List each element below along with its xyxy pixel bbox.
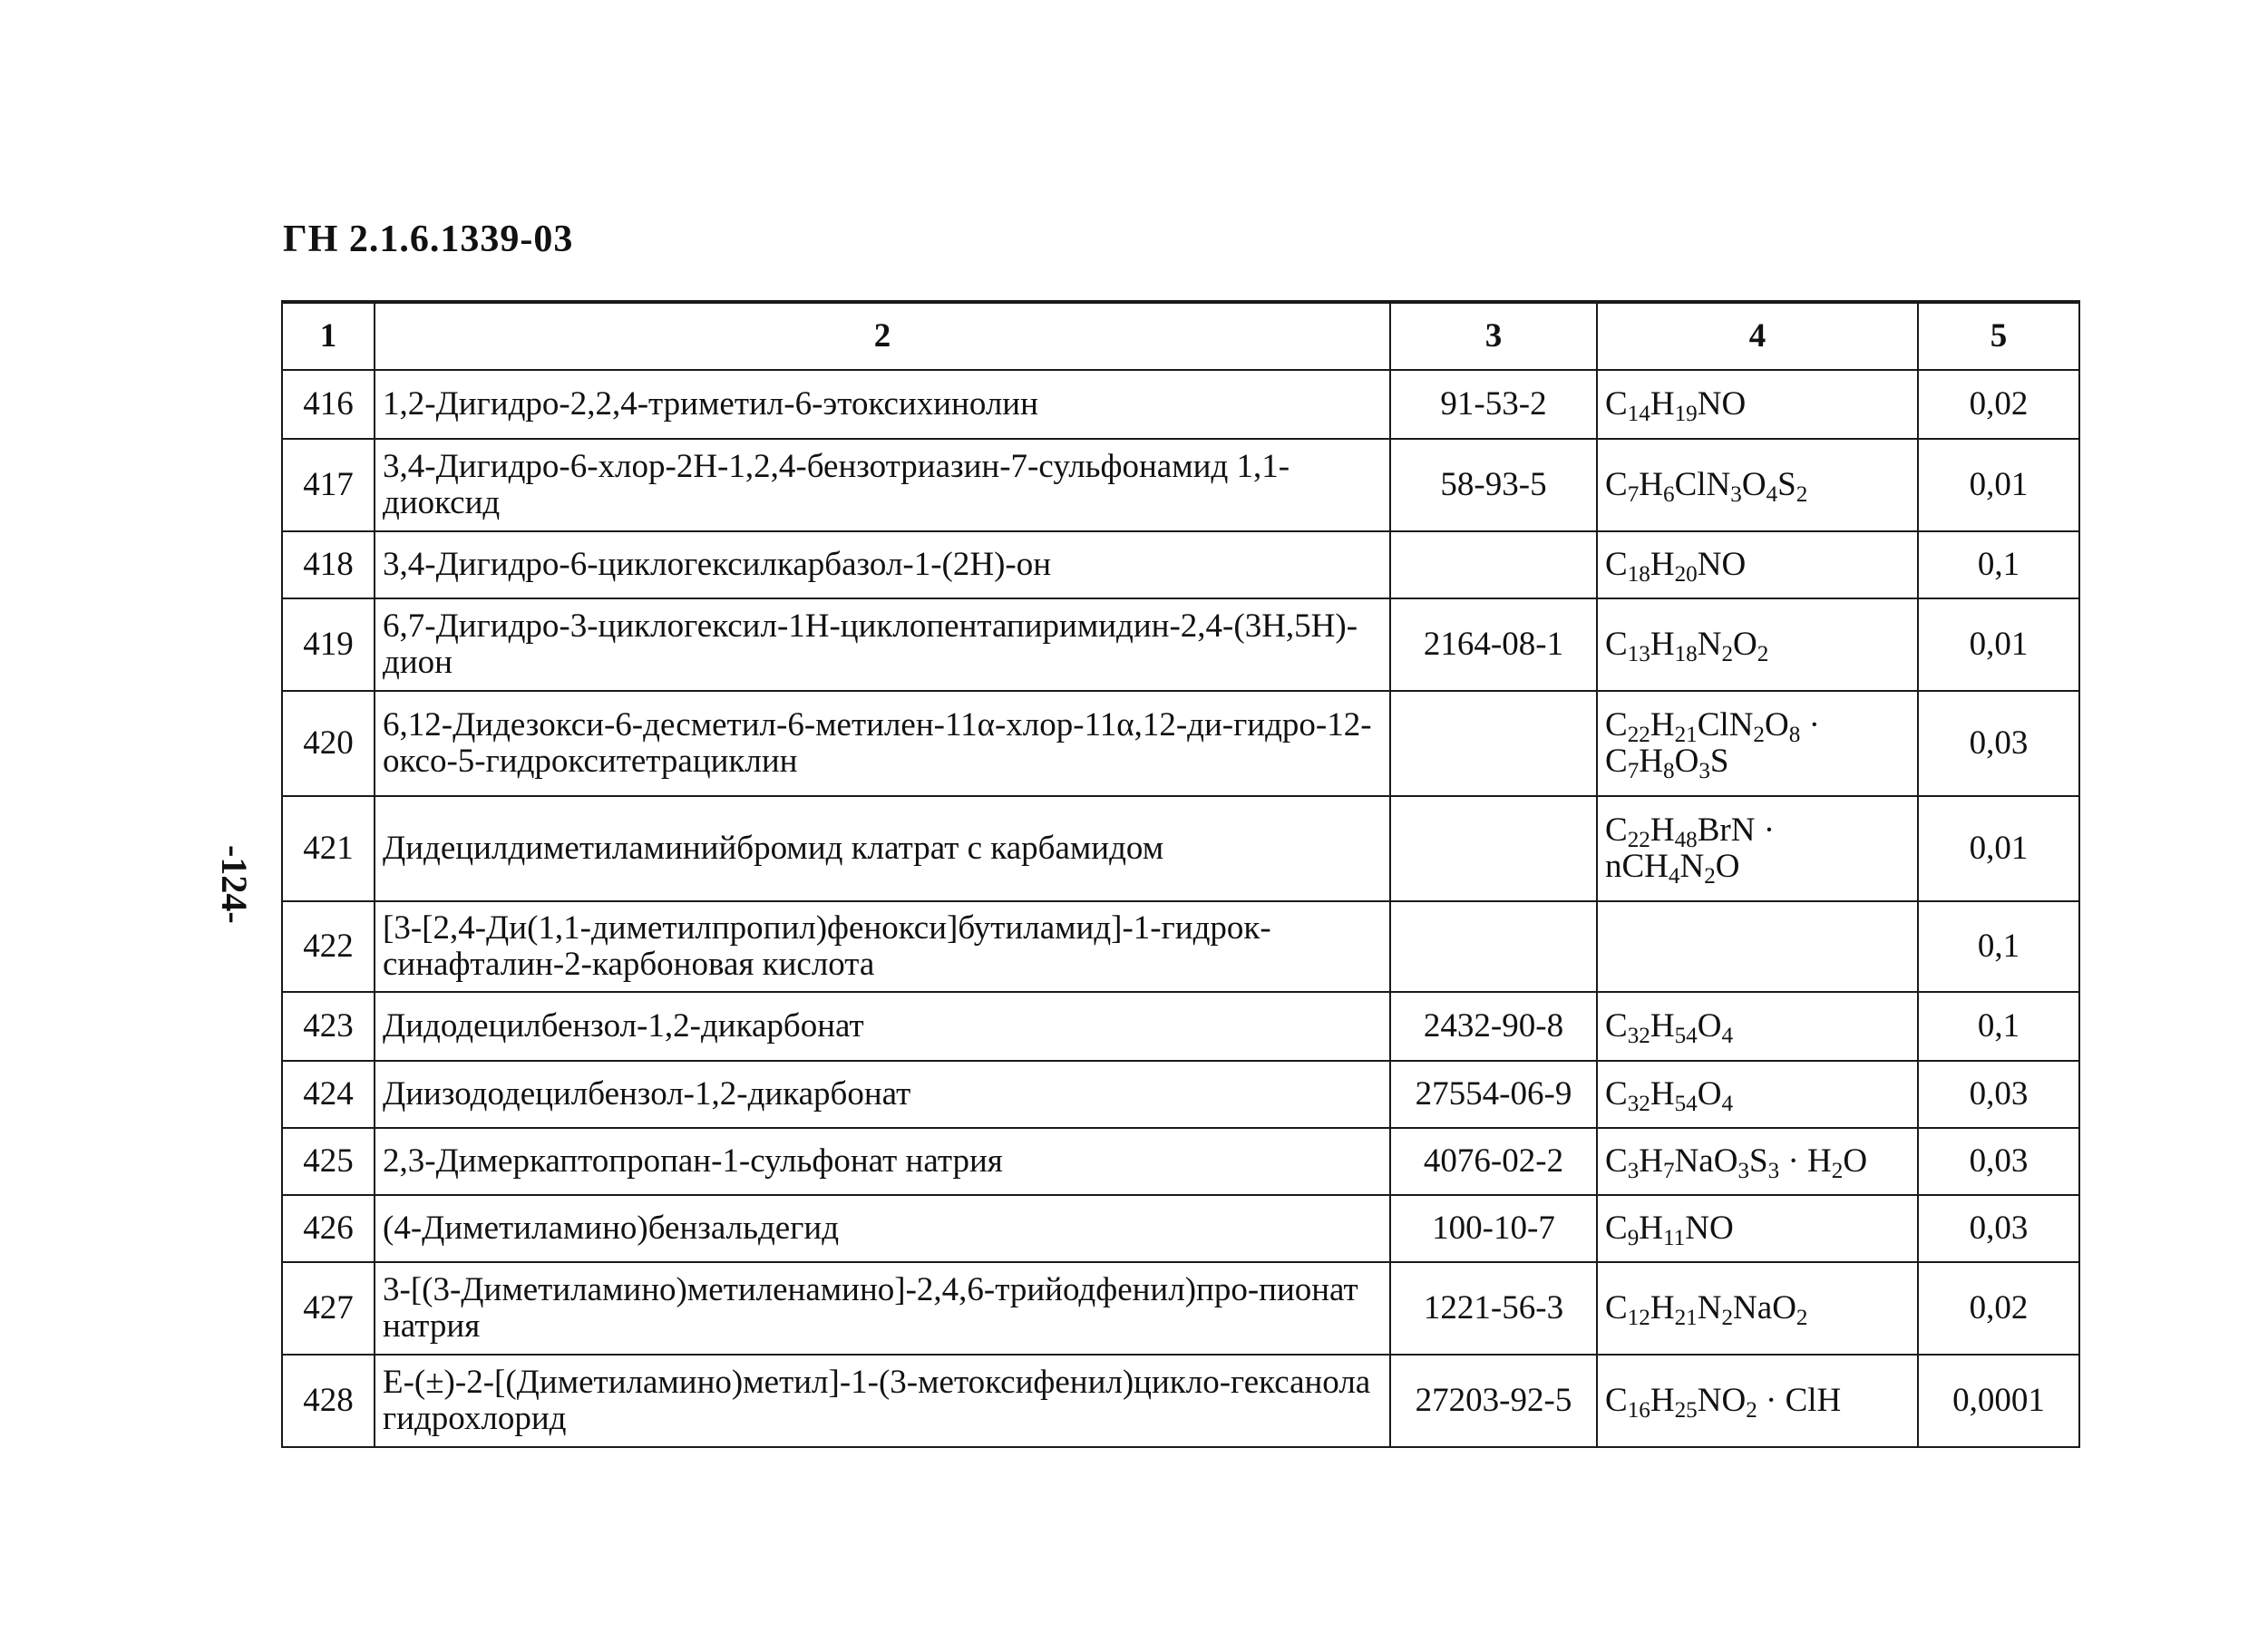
limit-value: 0,02 (1918, 370, 2079, 439)
cas-number: 1221-56-3 (1390, 1262, 1597, 1355)
cas-number (1390, 531, 1597, 598)
chemical-formula: $C_{22}H_{21}ClN_2O_8$ · $C_7H_8O_3S$ (1597, 691, 1918, 796)
table-row (282, 901, 2079, 992)
table-row (282, 439, 2079, 531)
limit-value: 0,1 (1918, 992, 2079, 1061)
cas-number: 100-10-7 (1390, 1195, 1597, 1262)
cas-number: 58-93-5 (1390, 439, 1597, 531)
cas-number: 27554-06-9 (1390, 1061, 1597, 1128)
row-number: 417 (282, 439, 375, 531)
row-number: 421 (282, 796, 375, 901)
table-row (282, 691, 2079, 796)
document-title: ГН 2.1.6.1339-03 (283, 219, 574, 260)
substance-name: [3-[2,4-Ди(1,1-диметилпропил)фенокси]бутиламид]-1-гидрок-синафталин-2-карбоновая кислота (375, 901, 1390, 992)
table-row (282, 992, 2079, 1061)
table-header-row (282, 302, 2079, 370)
row-number: 418 (282, 531, 375, 598)
column-header-1: 1 (282, 302, 375, 370)
limit-value: 0,01 (1918, 439, 2079, 531)
substance-name: 3-[(3-Диметиламино)метиленамино]-2,4,6-трийодфенил)про-пионат натрия (375, 1262, 1390, 1355)
chemical-formula: $C_{13}H_{18}N_2O_2$ (1597, 598, 1918, 691)
chemical-formula: $C_3H_7NaO_3S_3 \cdot H_2O$ (1597, 1128, 1918, 1195)
limit-value: 0,01 (1918, 598, 2079, 691)
substance-name: 3,4-Дигидро-6-циклогексилкарбазол-1-(2Н)-он (375, 531, 1390, 598)
chemical-formula: $C_{32}H_{54}O_4$ (1597, 992, 1918, 1061)
cas-number (1390, 691, 1597, 796)
cas-number: 91-53-2 (1390, 370, 1597, 439)
substance-name: 6,7-Дигидро-3-циклогексил-1Н-циклопентапиримидин-2,4-(3Н,5Н)-дион (375, 598, 1390, 691)
chemical-formula: $C_7H_6ClN_3O_4S_2$ (1597, 439, 1918, 531)
substance-name: (4-Диметиламино)бензальдегид (375, 1195, 1390, 1262)
cas-number: 2164-08-1 (1390, 598, 1597, 691)
chemical-formula: $C_{32}H_{54}O_4$ (1597, 1061, 1918, 1128)
row-number: 425 (282, 1128, 375, 1195)
row-number: 423 (282, 992, 375, 1061)
substance-name: Дидецилдиметиламинийбромид клатрат с карбамидом (375, 796, 1390, 901)
row-number: 419 (282, 598, 375, 691)
column-header-5: 5 (1918, 302, 2079, 370)
chemical-formula (1597, 901, 1918, 992)
table-row (282, 370, 2079, 439)
row-number: 426 (282, 1195, 375, 1262)
column-header-4: 4 (1597, 302, 1918, 370)
chemical-formula: $C_{16}H_{25}NO_2$ · ClH (1597, 1355, 1918, 1447)
limit-value: 0,0001 (1918, 1355, 2079, 1447)
substance-name: Дидодецилбензол-1,2-дикарбонат (375, 992, 1390, 1061)
chemical-formula: $C_{14}H_{19}NO$ (1597, 370, 1918, 439)
table-row (282, 531, 2079, 598)
substances-table (281, 300, 2080, 1448)
row-number: 416 (282, 370, 375, 439)
cas-number: 4076-02-2 (1390, 1128, 1597, 1195)
cas-number: 2432-90-8 (1390, 992, 1597, 1061)
limit-value: 0,03 (1918, 1128, 2079, 1195)
limit-value: 0,03 (1918, 691, 2079, 796)
substance-name: Е-(±)-2-[(Диметиламино)метил]-1-(3-метоксифенил)цикло-гексанола гидрохлорид (375, 1355, 1390, 1447)
chemical-formula: $C_{18}H_{20}NO$ (1597, 531, 1918, 598)
chemical-formula: $C_{12}H_{21}N_2NaO_2$ (1597, 1262, 1918, 1355)
cas-number (1390, 796, 1597, 901)
cas-number (1390, 901, 1597, 992)
substance-name: 1,2-Дигидро-2,2,4-триметил-6-этоксихинолин (375, 370, 1390, 439)
substance-name: 2,3-Димеркаптопропан-1-сульфонат натрия (375, 1128, 1390, 1195)
chemical-formula: $C_{22}H_{48}BrN$ · $nCH_4N_2O$ (1597, 796, 1918, 901)
column-header-3: 3 (1390, 302, 1597, 370)
chemical-formula: $C_9H_{11}NO$ (1597, 1195, 1918, 1262)
row-number: 427 (282, 1262, 375, 1355)
table-row (282, 1128, 2079, 1195)
row-number: 424 (282, 1061, 375, 1128)
table-row (282, 796, 2079, 901)
limit-value: 0,1 (1918, 901, 2079, 992)
page-number: -124- (214, 845, 255, 924)
table-row (282, 1195, 2079, 1262)
row-number: 428 (282, 1355, 375, 1447)
table-row (282, 1262, 2079, 1355)
table-row (282, 598, 2079, 691)
substance-name: 6,12-Дидезокси-6-десметил-6-метилен-11α-хлор-11α,12-ди-гидро-12-оксо-5-гидрокситетрациклин (375, 691, 1390, 796)
limit-value: 0,02 (1918, 1262, 2079, 1355)
cas-number: 27203-92-5 (1390, 1355, 1597, 1447)
table-body (282, 370, 2079, 1447)
limit-value: 0,03 (1918, 1195, 2079, 1262)
limit-value: 0,1 (1918, 531, 2079, 598)
limit-value: 0,03 (1918, 1061, 2079, 1128)
column-header-2: 2 (375, 302, 1390, 370)
limit-value: 0,01 (1918, 796, 2079, 901)
row-number: 422 (282, 901, 375, 992)
row-number: 420 (282, 691, 375, 796)
table-row (282, 1355, 2079, 1447)
substance-name: 3,4-Дигидро-6-хлор-2Н-1,2,4-бензотриазин-7-сульфонамид 1,1-диоксид (375, 439, 1390, 531)
substance-name: Диизододецилбензол-1,2-дикарбонат (375, 1061, 1390, 1128)
table-row (282, 1061, 2079, 1128)
